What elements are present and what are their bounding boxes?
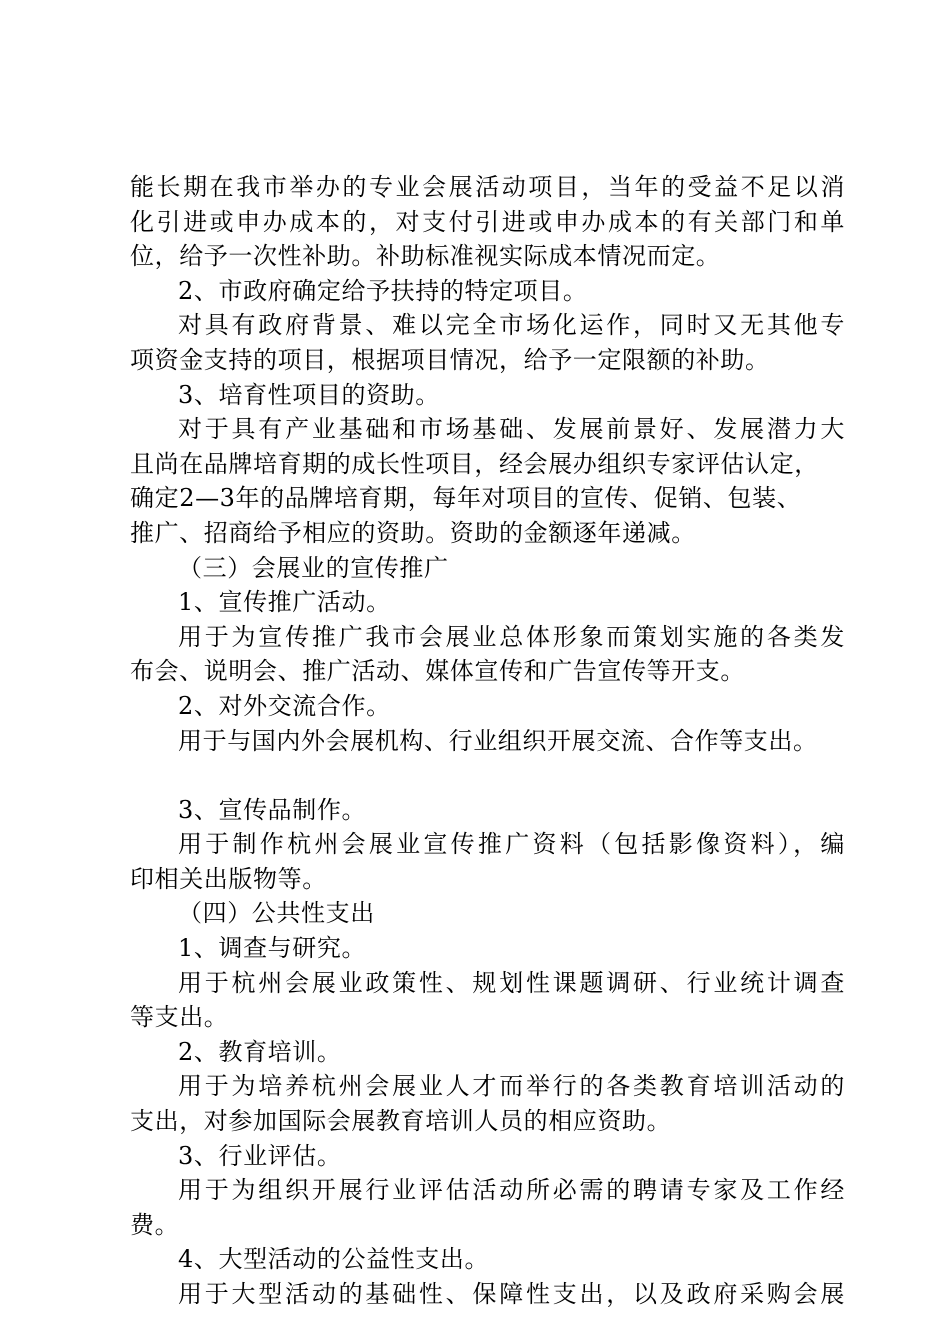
paragraph-line: 印相关出版物等。 [130, 864, 327, 893]
item-heading: 2、教育培训。 [178, 1037, 342, 1066]
item-heading: 2、对外交流合作。 [178, 691, 391, 720]
blank-line [130, 758, 845, 793]
paragraph-line: 位，给予一次性补助。补助标准视实际成本情况而定。 [130, 242, 721, 271]
paragraph-line: 能长期在我市举办的专业会展活动项目，当年的受益不足以消 [130, 173, 845, 201]
paragraph-line: 项资金支持的项目，根据项目情况，给予一定限额的补助。 [130, 345, 770, 374]
paragraph-line: 支出，对参加国际会展教育培训人员的相应资助。 [130, 1107, 672, 1136]
item-heading: 1、调查与研究。 [178, 934, 367, 963]
paragraph-line: 且尚在品牌培育期的成长性项目，经会展办组织专家评估认定， [130, 449, 819, 478]
paragraph-line: 布会、说明会、推广活动、媒体宣传和广告宣传等开支。 [130, 657, 745, 686]
paragraph-line: 用于为组织开展行业评估活动所必需的聘请专家及工作经 [178, 1176, 845, 1205]
paragraph-line: 用于与国内外会展机构、行业组织开展交流、合作等支出。 [178, 726, 818, 755]
paragraph-line: 化引进或申办成本的，对支付引进或申办成本的有关部门和单 [130, 207, 845, 236]
section-heading: （三）会展业的宣传推广 [178, 553, 449, 582]
paragraph-line: 费。 [130, 1210, 180, 1239]
paragraph-line: 用于大型活动的基础性、保障性支出，以及政府采购会展 [178, 1280, 845, 1308]
paragraph-line: 用于杭州会展业政策性、规划性课题调研、行业统计调查 [178, 968, 845, 997]
paragraph-line: 确定2—3年的品牌培育期，每年对项目的宣传、促销、包装、 [130, 484, 802, 513]
document-body [130, 170, 845, 1312]
item-heading: 4、大型活动的公益性支出。 [178, 1245, 490, 1274]
paragraph-line: 对于具有产业基础和市场基础、发展前景好、发展潜力大 [178, 415, 845, 444]
item-heading: 3、行业评估。 [178, 1141, 342, 1170]
item-heading: 3、宣传品制作。 [178, 795, 367, 824]
paragraph-line: 对具有政府背景、难以完全市场化运作，同时又无其他专 [178, 311, 845, 340]
item-heading: 2、市政府确定给予扶持的特定项目。 [178, 276, 588, 305]
paragraph-line: 等支出。 [130, 1003, 229, 1032]
item-heading: 1、宣传推广活动。 [178, 588, 391, 617]
paragraph-line: 用于为宣传推广我市会展业总体形象而策划实施的各类发 [178, 622, 845, 651]
paragraph-line: 用于制作杭州会展业宣传推广资料（包括影像资料），编 [178, 830, 845, 859]
section-heading: （四）公共性支出 [178, 899, 375, 928]
paragraph-line: 推广、招商给予相应的资助。资助的金额逐年递减。 [130, 518, 696, 547]
item-heading: 3、培育性项目的资助。 [178, 380, 440, 409]
paragraph-line: 用于为培养杭州会展业人才而举行的各类教育培训活动的 [178, 1072, 845, 1101]
